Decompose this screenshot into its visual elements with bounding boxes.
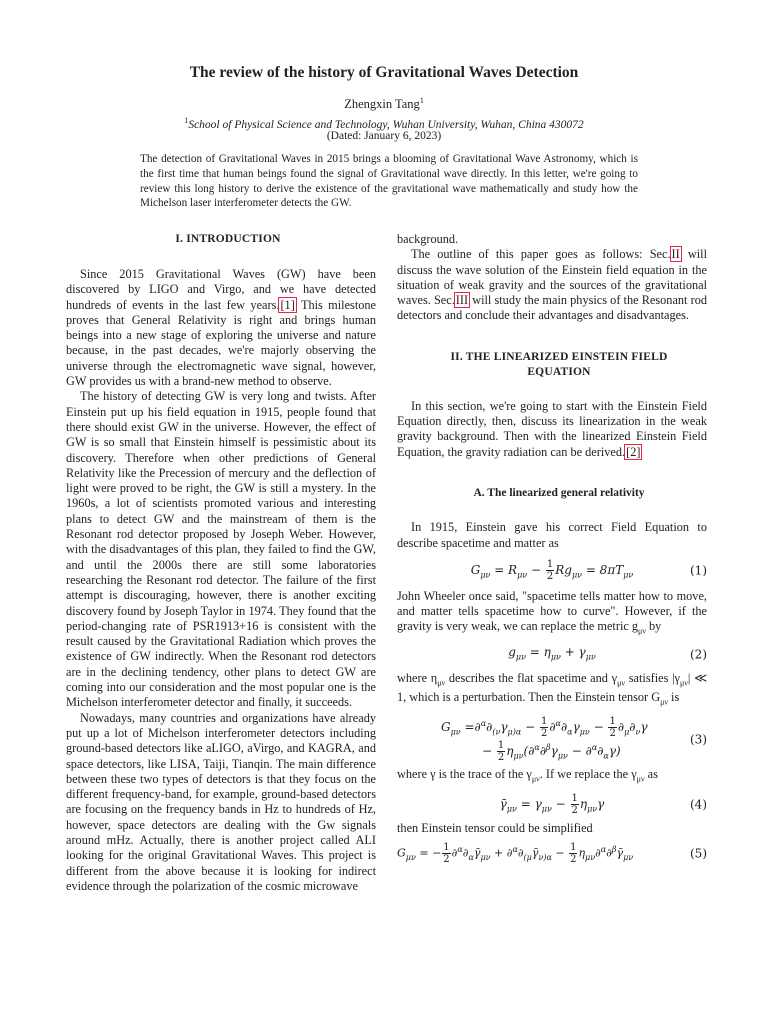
equation-2-number: (2) — [690, 647, 707, 662]
outline-text-b: will discuss the wave solution of the Einstein field equation in the situation of weak gravity and the sources of the gravitational waves. Sec. — [397, 247, 707, 308]
section2-intro-paragraph — [397, 399, 707, 460]
affiliation: School of Physical Science and Technology, Wuhan University, Wuhan, China 430072 — [188, 118, 584, 131]
abstract: The detection of Gravitational Waves in 2015 brings a blooming of Gravitational Wave Astronomy, which is the first time that human beings found the signal of Gravitational wave directly. In this letter, we're going to review this long history to derive the existence of the gravitational wave mathematically and study how the Michelson laser interferometer detects the GW. — [140, 153, 638, 210]
equation-5: $G_{\mu\nu}$ = − $\frac{1}{2}$ $\partial^\alpha\partial_\alpha\gammā_{\mu\nu}$ + $\partial^\alpha\partial_{(\mu}\gammā_{\nu)\alpha}$ − $\frac{1}{2}$ $\eta_{\mu\nu}\partial^\alpha\partial^\beta\gammā_{\mu\nu}$ (5) — [397, 842, 707, 866]
right-column — [397, 232, 707, 865]
intro-paragraph-3: Nowadays, many countries and organizations have already put up a lot of Michelson interferometer detectors including ground-based detectors like aLIGO, aVirgo, and KAGRA, and space detectors, like LISA, Taiji, Tianqin. The main difference between these two types of detectors is that they focus on the different frequency-band, for example, ground-based detectors are focusing on the frequency bands in Hz to hundreds of Hz, however, space detectors are dealing with the Gw signals around mHz. Actually, there is another project called ALI looking for the original Gravitational Waves. This project is different from the above because it is looking for indirect evidence through the polarization of the cosmic microwave — [66, 710, 376, 893]
intro-p1-text-b: This milestone proves that General Relativity is right and brings human beings into a new stage of exploring the universe and nature because, in the past decades, we're majorly observing the universe through the electromagnetic wave signal, however, GW provides us with a brand-new method to observe. — [66, 297, 376, 389]
perturbation-text-d: | ≪ 1, which is a perturbation. Then the Einstein tensor G — [397, 670, 707, 705]
perturbation-text-b: describes the flat spacetime and γ — [445, 670, 618, 685]
trace-text-a: where γ is the trace of the γ — [397, 767, 532, 782]
equation-2: $g_{\mu\nu} = \eta_{\mu\nu} + \gamma_{\mu\nu}$ (2) — [508, 644, 707, 662]
intro-paragraph-2: The history of detecting GW is very long and twists. After Einstein put up his field equation in 1915, people found that there should exist GW in the universe. However, the effect of GW is so small that Einstein himself is pessimistic about its discovery. Therefore when other predictions of General Relativity like the Precession of mercury and the deflection of light were proved to be right, the GW is still a mystery. In the 1960s, a lot of scientists promoted various and interesting plans to detect GW and the mainstream of them is the Resonant rod detector proposed by Joseph Weber. However, with the disadvantages of this plan, they failed to find the GW, and until the 2000s there are still some laboratories researching the Resonant rod detector. The failure of the first attempt is discouraging, however, there is another exciting discovery found by Joseph Taylor in 1974. They found that the period-changing rate of PSR1913+16 is consistent with the result caused by the Gravitational Radiation which proves the existence of GW indirectly. When the Resonant rod detectors are in the declining tendency, other plans to detect GW are coming into our consideration and the most popular one is the Michelson interferometer detector and finally, it succeeds. — [66, 389, 376, 710]
equation-1-number: (1) — [690, 563, 707, 578]
equation-1: $G_{\mu\nu} = R_{\mu\nu}$ − $\frac{1}{2}$ $Rg_{\mu\nu} = 8\pi T_{\mu\nu}$ (1) — [470, 558, 707, 582]
trace-text-c: as — [644, 767, 658, 782]
section-heading-linearized-l1: II. THE LINEARIZED EINSTEIN FIELD — [450, 350, 668, 363]
outline-paragraph — [397, 247, 707, 323]
section-ref-II[interactable]: II — [671, 247, 680, 262]
paper-title: The review of the history of Gravitational Waves Detection — [189, 64, 579, 81]
equation-4: $\gammā_{\mu\nu} = \gamma_{\mu\nu}$ − $\frac{1}{2}$ $\eta_{\mu\nu}\gamma$ (4) — [499, 793, 707, 817]
affiliation-mark: 1 — [184, 116, 189, 125]
perturbation-text-a: where η — [397, 670, 438, 685]
section2-intro-text: In this section, we're going to start with the Einstein Field Equation directly, then, discuss its linearization in the weak gravity background. Then with the linearized Einstein Field Equation, the gravity radiation can be derived. — [397, 398, 707, 459]
perturbation-text-c: satisfies |γ — [625, 670, 680, 685]
author-mark: 1 — [419, 96, 424, 105]
section-heading-introduction: I. INTRODUCTION — [175, 233, 281, 245]
section-heading-linearized-l2: EQUATION — [527, 365, 591, 378]
subsection-heading-a: A. The linearized general relativity — [473, 486, 645, 499]
dated-line: (Dated: January 6, 2023) — [326, 130, 442, 142]
einstein-1915-paragraph: In 1915, Einstein gave his correct Field Equation to describe spacetime and matter as — [397, 520, 707, 550]
simplified-paragraph: then Einstein tensor could be simplified — [397, 820, 593, 835]
wheeler-text: John Wheeler once said, "spacetime tells matter how to move, and matter tells spacetime how to curve". However, if the gravity is very weak, we can replace the metric g — [397, 588, 707, 634]
equation-3: $G_{\mu\nu} =\partial^\alpha\partial_{(\nu}\gamma_{\mu)\alpha}$ − $\frac{1}{2}$ $\partial^\alpha\partial_\alpha\gamma_{\mu\nu}$ − $\frac{1}{2}$ $\partial_\mu\partial_\nu\gamma$ − $\frac{1}{2}$ $\eta_{\mu\nu}(\partial^\alpha\partial^\beta\gamma_{\mu\nu} - \partial^\alpha\partial_\alpha\gamma)$ (3) — [441, 716, 707, 763]
equation-4-number: (4) — [690, 797, 707, 812]
intro-paragraph-1 — [66, 267, 376, 389]
wheeler-sub: μν — [638, 626, 646, 636]
trace-paragraph: where γ is the trace of the $\gamma_{\mu\nu}$. If we replace the $\gamma_{\mu\nu}$ as — [397, 767, 658, 784]
equation-3-number: (3) — [690, 732, 707, 747]
citation-link-1[interactable]: [1] — [280, 297, 295, 312]
perturbation-paragraph: where $\eta_{\mu\nu}$ describes the flat spacetime and $\gamma_{\mu\nu}$ satisfies $|\gamma_{\mu\nu}|$ ≪ 1, which is a perturbation. Then the Einstein tensor $G_{\mu\nu}$ is — [397, 670, 707, 707]
continued-text: background. — [397, 232, 459, 246]
trace-text-b: . If we replace the γ — [539, 767, 637, 782]
wheeler-end: by — [645, 619, 662, 634]
section-ref-III[interactable]: III — [455, 293, 469, 308]
author-line — [0, 96, 768, 112]
outline-text-a: The outline of this paper goes as follows: Sec. — [411, 247, 671, 262]
author-name: Zhengxin Tang — [344, 97, 420, 112]
perturbation-text-e: is — [667, 690, 680, 705]
equation-5-number: (5) — [690, 846, 707, 861]
outline-text-c: will study the main physics of the Resonant rod detectors and conclude their advantages and disadvantages. — [397, 293, 707, 323]
intro-p1-text-a: Since 2015 Gravitational Waves (GW) have been discovered by LIGO and Virgo, and we have detected hundreds of events in the last few years. — [66, 267, 376, 312]
affiliation-line — [0, 116, 768, 131]
citation-link-2[interactable]: [2] — [626, 444, 641, 459]
wheeler-paragraph — [397, 589, 707, 639]
left-column — [66, 232, 376, 894]
